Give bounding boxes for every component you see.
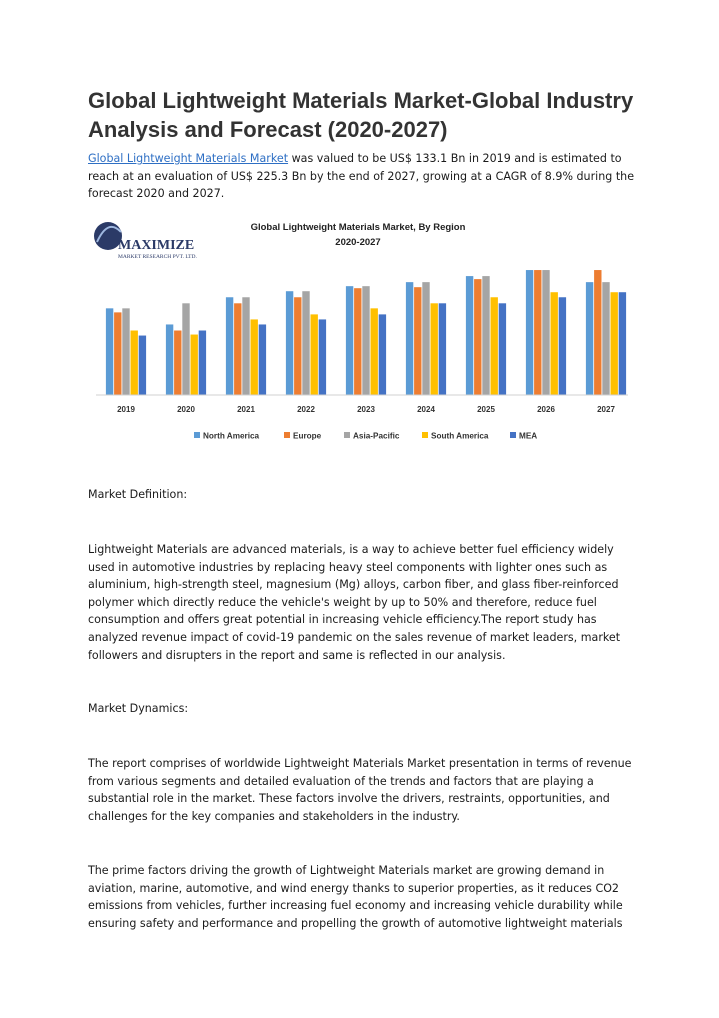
bar-2021-north-america <box>226 297 233 395</box>
bar-2019-europe <box>114 312 121 395</box>
bar-2022-north-america <box>286 291 293 395</box>
bar-2026-mea <box>559 297 566 395</box>
bar-2026-north-america <box>526 270 533 395</box>
bar-2024-south-america <box>431 303 438 395</box>
bar-2024-mea <box>439 303 446 395</box>
bar-2025-south-america <box>491 297 498 395</box>
logo-tagline: MARKET RESEARCH PVT. LTD. <box>118 254 197 260</box>
region-bar-chart <box>88 212 636 452</box>
legend-label: South America <box>431 431 489 441</box>
bar-2027-north-america <box>586 282 593 395</box>
bar-2019-asia-pacific <box>122 308 129 395</box>
legend-label: MEA <box>519 431 538 441</box>
dynamics-paragraph-2: The prime factors driving the growth of Lightweight Materials market are growing demand in aviation, marine, automotive, and wind energy thanks to superior properties, as it reduces CO2 emissions from vehicles, further increasing fuel economy and increasing vehicle durability while ensuring safety and performance and propelling the growth of automotive lightweight materials <box>88 864 623 930</box>
x-tick-label: 2027 <box>597 405 615 414</box>
bar-2022-europe <box>294 297 301 395</box>
bar-2023-europe <box>354 288 361 395</box>
logo-name: MAXIMIZE <box>118 238 195 253</box>
bar-2021-europe <box>234 303 241 395</box>
chart-subtitle: 2020-2027 <box>335 237 381 248</box>
bar-2026-south-america <box>551 292 558 395</box>
x-tick-label: 2026 <box>537 405 555 414</box>
bar-2027-europe <box>594 270 601 395</box>
bar-2027-asia-pacific <box>602 282 609 395</box>
legend-label: North America <box>203 431 260 441</box>
legend-label: Europe <box>293 431 322 441</box>
bar-2021-asia-pacific <box>242 297 249 395</box>
company-logo <box>94 222 198 260</box>
bar-2019-south-america <box>131 331 138 395</box>
x-tick-label: 2020 <box>177 405 195 414</box>
x-tick-label: 2023 <box>357 405 375 414</box>
section-heading-dynamics: Market Dynamics: <box>88 702 189 715</box>
bar-2019-mea <box>139 336 146 395</box>
x-tick-label: 2024 <box>417 405 435 414</box>
intro-text: was valued to be US$ 133.1 Bn in 2019 and is estimated to reach at an evaluation of US$ 225.3 Bn by the end of 2027, growing at a CAGR of 8.9% during the forecast 2020 and 2027. <box>88 152 635 201</box>
chart-bars <box>106 270 626 395</box>
bar-2020-europe <box>174 331 181 395</box>
bar-2024-asia-pacific <box>422 282 429 395</box>
bar-2025-asia-pacific <box>482 276 489 395</box>
bar-2022-asia-pacific <box>302 291 309 395</box>
bar-2021-mea <box>259 324 266 395</box>
bar-2026-europe <box>534 270 541 395</box>
bar-2026-asia-pacific <box>542 270 549 395</box>
chart-svg <box>88 212 636 452</box>
bar-2025-mea <box>499 303 506 395</box>
bar-2022-mea <box>319 319 326 395</box>
bar-2020-north-america <box>166 324 173 395</box>
bar-2025-europe <box>474 279 481 395</box>
bar-2023-north-america <box>346 286 353 395</box>
section-heading-definition: Market Definition: <box>88 488 188 501</box>
bar-2022-south-america <box>311 314 318 395</box>
x-tick-label: 2022 <box>297 405 315 414</box>
bar-2019-north-america <box>106 308 113 395</box>
page-title: Global Lightweight Materials Market-Global Industry Analysis and Forecast (2020-2027) <box>88 88 634 142</box>
legend-swatch <box>422 432 428 438</box>
intro-paragraph <box>88 150 636 203</box>
bar-2027-south-america <box>611 292 618 395</box>
bar-2020-south-america <box>191 335 198 395</box>
x-axis-ticks <box>117 405 615 414</box>
bar-2023-asia-pacific <box>362 286 369 395</box>
legend-swatch <box>344 432 350 438</box>
bar-2024-europe <box>414 287 421 395</box>
legend-swatch <box>510 432 516 438</box>
bar-2023-mea <box>379 314 386 395</box>
bar-2020-asia-pacific <box>182 303 189 395</box>
definition-paragraph: Lightweight Materials are advanced materials, is a way to achieve better fuel efficiency widely used in automotive industries by replacing heavy steel components with lighter ones such as aluminium, high-strength steel, magnesium (Mg) alloys, carbon fiber, and glass fiber-reinforced polymer which directly reduce the vehicle's weight by up to 50% and therefore, reduce fuel consumption and offers great potential in increasing vehicle efficiency.The report study has analyzed revenue impact of covid-19 pandemic on the sales revenue of market leaders, market followers and disrupters in the report and same is reflected in our analysis. <box>88 543 621 662</box>
bar-2027-mea <box>619 292 626 395</box>
bar-2020-mea <box>199 331 206 395</box>
x-tick-label: 2021 <box>237 405 255 414</box>
chart-title: Global Lightweight Materials Market, By Region <box>250 222 466 233</box>
legend-swatch <box>194 432 200 438</box>
bar-2025-north-america <box>466 276 473 395</box>
x-tick-label: 2025 <box>477 405 495 414</box>
bar-2021-south-america <box>251 319 258 395</box>
bar-2023-south-america <box>371 308 378 395</box>
x-tick-label: 2019 <box>117 405 135 414</box>
legend-swatch <box>284 432 290 438</box>
chart-legend <box>194 432 537 441</box>
market-link[interactable]: Global Lightweight Materials Market <box>88 152 289 165</box>
dynamics-paragraph-1: The report comprises of worldwide Lightweight Materials Market presentation in terms of revenue from various segments and detailed evaluation of the trends and factors that are playing a substantial role in the market. These factors involve the drivers, restraints, opportunities, and challenges for the key companies and stakeholders in the industry. <box>88 757 632 823</box>
legend-label: Asia-Pacific <box>353 431 400 441</box>
bar-2024-north-america <box>406 282 413 395</box>
